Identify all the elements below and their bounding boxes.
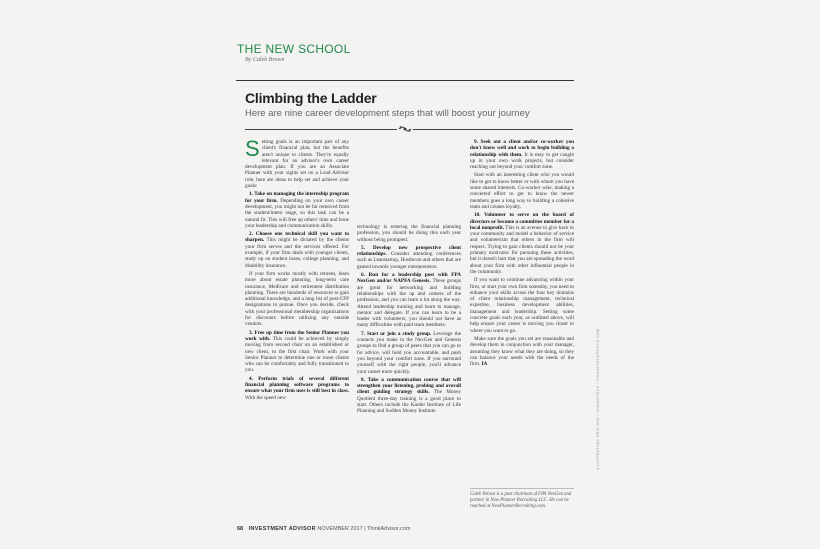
column-1 [245,136,350,403]
step-9: 9. Seek out a client and/or co-worker you don't know well and work to begin building a relationship with them. It is easy to get caught up in your own work projects, but consider reaching out beyond your comfort zone. [470,139,574,171]
magazine-name: INVESTMENT ADVISOR [248,526,316,532]
step-6: 6. Run for a leadership post with FPA NexGen and/or NAPFA Genesis. These groups are great for networking and building relationships with the up and comers of the profession, and you can learn a lot along the way. Attend leadership training and learn to manage, mentor and delegate. If you can learn to be a leader with volunteers, you should not have as many difficulties with paid team members. [357,272,461,329]
step-4: 4. Perform trials of several different financial planning software programs to ensure what your firm uses is still best in class. With the speed new [245,375,349,401]
article-subtitle: Here are nine career development steps that will boost your journey [245,108,530,119]
step-2-continued: If your firm works mostly with retirees, learn more about estate planning, long-term care insurance, Medicare and retirement distribution planning. There are hundreds of resources to gain additional knowledge, and a long list of post-CFP designations to pursue. Once you decide, check with your professional membership organizations for discounts before utilizing any outside vendors. [245,270,349,328]
step-1: 1. Take on managing the internship program for your firm. Depending on your own career development, you might not be far removed from the student/intern stage, so this task can be a natural fit. This will free up others' time and bone your leadership and communication skills. [245,191,350,229]
photo-credit: ILLUSTRATION: ERIK HNE / THINKSTOCK / THINKSTOCKPHOTO.COM [596,328,600,470]
step-8: 8. Take a communication course that will strengthen your listening, probing and overall client guiding strategy skills. The Money Quotient three-day training is a good place to start. Others include the Kinder Institute of Life Planning and Sudden Money Institute. [357,376,462,415]
column-2 [357,224,461,417]
author-bio: Caleb Brown is a past chairman of FPA NexGen and partner in New Planner Recruiting LLC. He can be reached at NewPlannerRecruiting.com. [470,492,572,509]
closing-paragraph-1: If you want to continue advancing within your firm, or start your own firm someday, you need to enhance your skills across the four key domains of client relationship management, technical expertise, business development abilities, management and leadership. Setting some concrete goals each year, as outlined above, will help ensure your career is moving you closer to where you want to go. [470,277,574,334]
section-heading: THE NEW SCHOOL [237,42,351,56]
step-7: 7. Start or join a study group. Leverage the contacts you make in the NexGen and Genesis groups to find a group of peers that you can go to for advice, will hold you accountable, and push you beyond your comfort zone. If you surround yourself with the right people, you'll advance your career more quickly. [357,330,461,375]
end-mark: IA [481,361,488,368]
column-3 [470,139,574,369]
leaf-ornament-icon [398,124,412,134]
issue-date-site: NOVEMBER 2017 | ThinkAdvisor.com [317,526,411,532]
page-number: 68 [237,526,244,532]
step-9-continued: Start with an interesting client who you would like to get to know better or with whom you have some shared interests. Co-worker wise, making a concerted effort to get to know the newer members goes a long way to building a cohesive team and creates loyalty. [470,172,574,210]
step-10: 10. Volunteer to serve on the board of directors or become a committee member for a local nonprofit. This is an avenue to give back to your community and model a behavior of service and volunteerism that others in the firm will respect. Trying to gain clients should not be your primary motivator for pursuing these activities, but it doesn't hurt that you are spreading the word about your firm with other influential people in the community. [470,212,574,275]
page-footer [237,526,410,532]
article-title: Climbing the Ladder [245,90,377,106]
byline: By Caleb Brown [245,57,285,63]
bio-rule [470,488,574,489]
closing-paragraph-2: Make sure the goals you set are reasonable and develop them in conjunction with your manager, assuming they know what they are doing, so they can balance your needs with the needs of the firm. IA [470,335,574,368]
step-2: 2. Choose one technical skill you want to sharpen. This might be dictated by the clients your firm serves and the services offered. For example, if your firm deals with younger clients, study up on student loans, college planning, and disability insurance. [245,231,349,269]
ornament-rule-right [413,129,573,130]
step-3: 3. Free up time from the Senior Planner you work with. This could be achieved by simply moving from second chair on an established or new client, to the first chair. Work with your Senior Planner to determine one or more clients who can be comfortably and fully transitioned to you. [245,329,350,374]
drop-cap: S [245,136,260,161]
step-5: 5. Develop new prospective client relationships. Consider attending conferences such as Leanstartup, Hustlecon and others that are geared towards younger entrepreneurs. [357,244,462,270]
header-rule [236,80,574,81]
ornament-rule-left [245,129,397,130]
intro-paragraph: Setting goals is an important part of any client's financial plan, but the benefits aren't unique to clients. They're equally relevant for an advisor's own career development plan. If you are an Associate Planner with your sights set on a Lead Advisor role, here are ideas to help set and achieve your goals: [245,136,349,190]
step-4-continued: technology is entering the financial planning profession, you should be doing this each year without being prompted. [357,224,461,243]
